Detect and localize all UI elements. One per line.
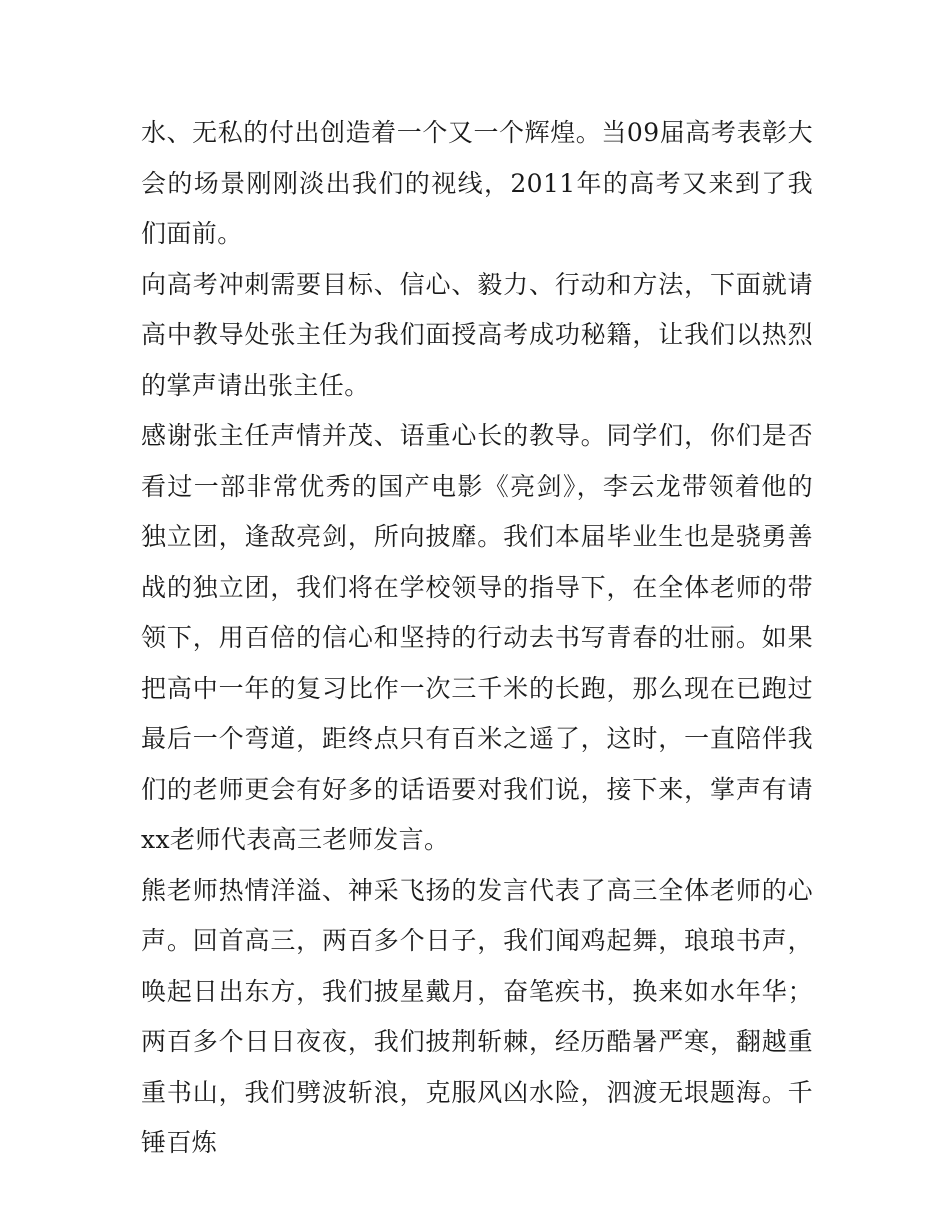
document-body bbox=[141, 108, 813, 1169]
paragraph-1: 水、无私的付出创造着一个又一个辉煌。当09届高考表彰大会的场景刚刚淡出我们的视线，2011年的高考又来到了我们面前。 bbox=[141, 118, 813, 248]
paragraph-2: 向高考冲刺需要目标、信心、毅力、行动和方法，下面就请高中教导处张主任为我们面授高考成功秘籍，让我们以热烈的掌声请出张主任。 bbox=[141, 269, 813, 400]
paragraph-3: 感谢张主任声情并茂、语重心长的教导。同学们，你们是否看过一部非常优秀的国产电影《亮剑》，李云龙带领着他的独立团，逢敌亮剑，所向披靡。我们本届毕业生也是骁勇善战的独立团，我们将在学校领导的指导下，在全体老师的带领下，用百倍的信心和坚持的行动去书写青春的壮丽。如果把高中一年的复习比作一次三千米的长跑，那么现在已跑过最后一个弯道，距终点只有百米之遥了，这时，一直陪伴我们的老师更会有好多的话语要对我们说，接下来，掌声有请xx老师代表高三老师发言。 bbox=[141, 421, 813, 854]
paragraph-4: 熊老师热情洋溢、神采飞扬的发言代表了高三全体老师的心声。回首高三，两百多个日子，我们闻鸡起舞，琅琅书声，唤起日出东方，我们披星戴月，奋笔疾书，换来如水年华；两百多个日日夜夜，我们披荆斩棘，经历酷暑严寒，翻越重重书山，我们劈波斩浪，克服风凶水险，泗渡无垠题海。千锤百炼 bbox=[141, 875, 813, 1157]
